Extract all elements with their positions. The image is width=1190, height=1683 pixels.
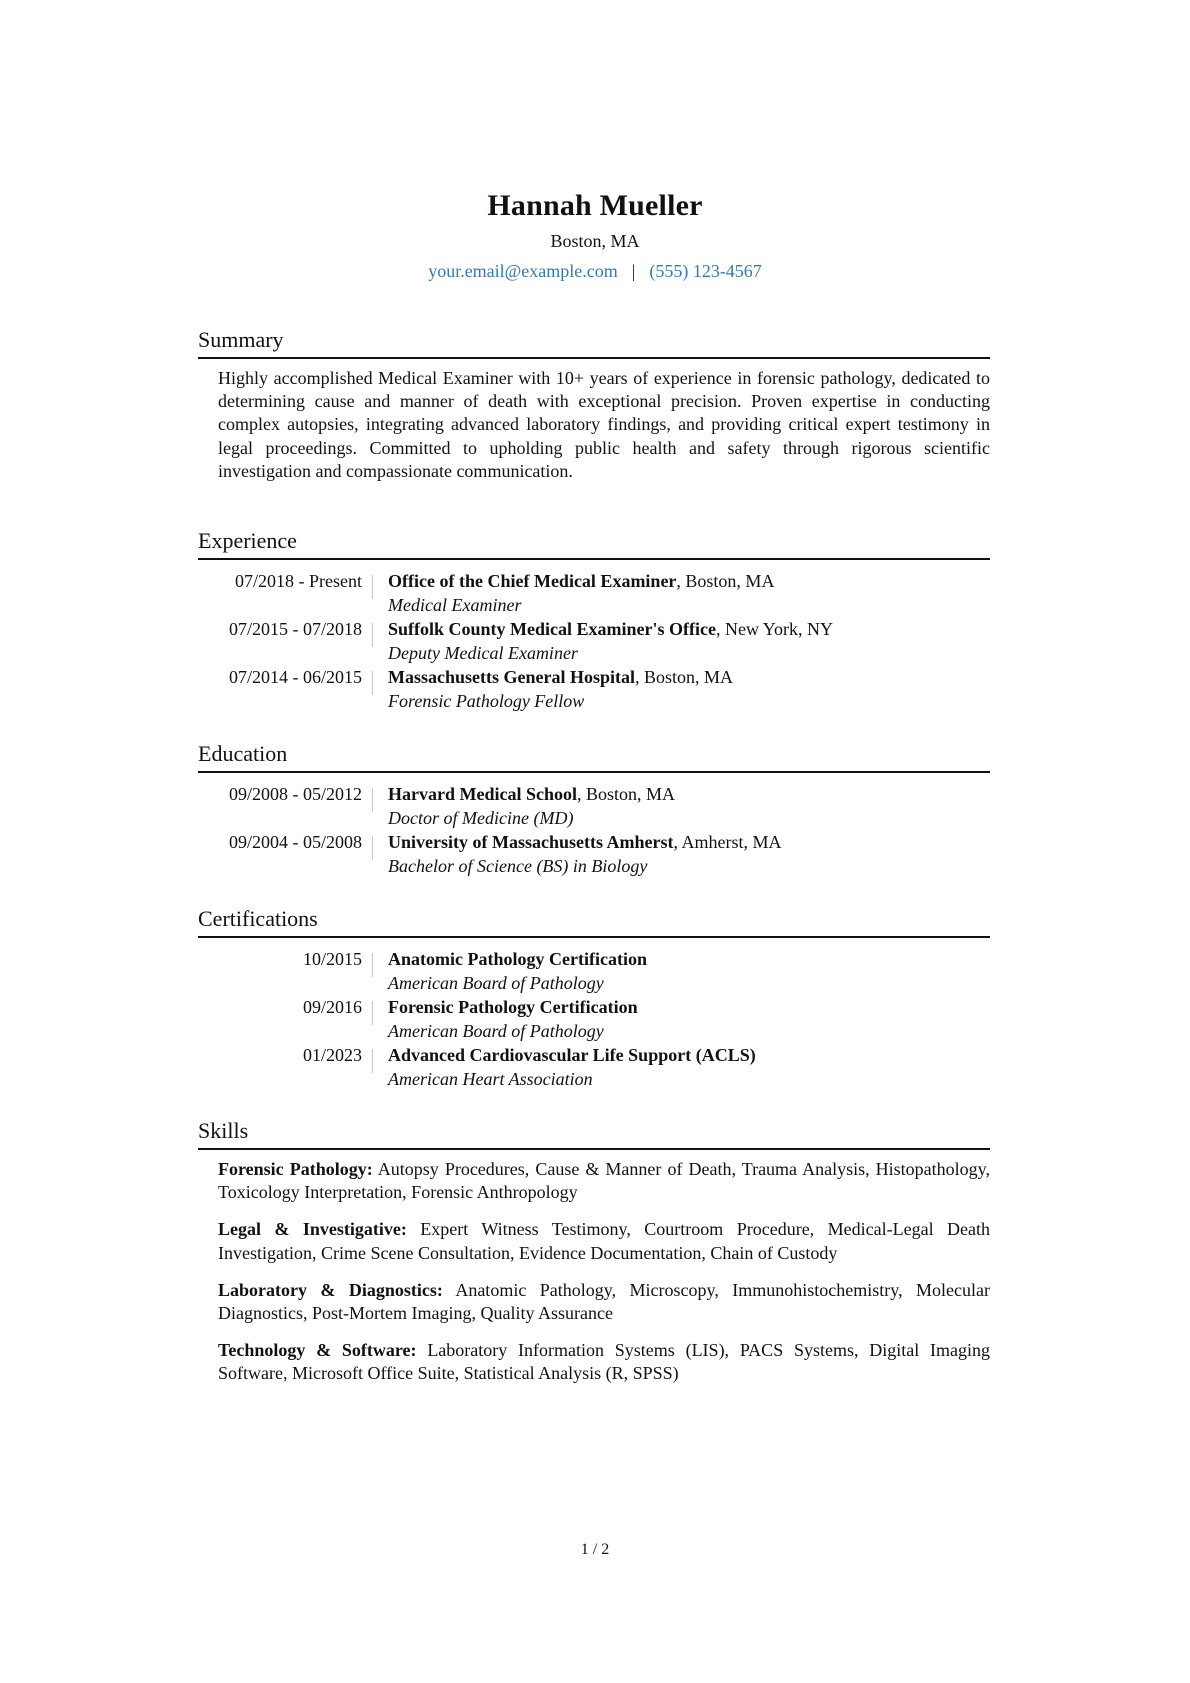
experience-entry xyxy=(198,666,990,713)
experience-entry xyxy=(198,618,990,665)
skill-group xyxy=(218,1339,990,1385)
entry-dates: 09/2004 - 05/2008 xyxy=(229,832,362,852)
entry-organization: Office of the Chief Medical Examiner xyxy=(388,571,677,591)
entry-degree: Bachelor of Science (BS) in Biology xyxy=(388,855,648,876)
resume-header xyxy=(0,188,1190,282)
summary-section xyxy=(198,326,990,483)
entry-date: 01/2023 xyxy=(302,1045,362,1065)
entry-divider xyxy=(372,836,373,860)
entry-location: , Boston, MA xyxy=(576,784,675,804)
experience-section xyxy=(198,527,990,714)
entry-location: , Boston, MA xyxy=(676,571,775,591)
skill-group xyxy=(218,1218,990,1264)
skill-category: Laboratory & Diagnostics: xyxy=(218,1279,443,1300)
entry-role: Deputy Medical Examiner xyxy=(388,642,578,663)
entry-organization: Suffolk County Medical Examiner's Office xyxy=(388,619,716,639)
entry-institution: Harvard Medical School xyxy=(388,784,577,804)
experience-entry xyxy=(198,570,990,617)
skill-category: Technology & Software: xyxy=(218,1340,417,1361)
section-heading-summary: Summary xyxy=(198,326,990,359)
contact-separator: | xyxy=(631,261,636,281)
entry-degree: Doctor of Medicine (MD) xyxy=(388,807,574,828)
education-section xyxy=(198,740,990,879)
section-heading-education: Education xyxy=(198,740,990,773)
section-heading-certifications: Certifications xyxy=(198,905,990,938)
certification-name: Advanced Cardiovascular Life Support (ACLS) xyxy=(388,1045,756,1065)
certifications-list xyxy=(198,948,990,1091)
entry-divider xyxy=(372,788,373,812)
certification-issuer: American Board of Pathology xyxy=(388,1020,604,1041)
candidate-location: Boston, MA xyxy=(550,231,640,251)
skill-list: Laboratory Information Systems (LIS), PACS Systems, Digital Imaging Software, Microsoft Office Suite, Statistical Analysis (R, SPSS) xyxy=(218,1340,990,1384)
email-link[interactable]: your.email@example.com xyxy=(428,261,618,281)
contact-line xyxy=(0,260,1190,282)
entry-divider xyxy=(372,623,373,647)
skill-group xyxy=(218,1279,990,1325)
entry-institution: University of Massachusetts Amherst xyxy=(388,832,674,852)
experience-list xyxy=(198,570,990,713)
entry-divider xyxy=(372,671,373,695)
entry-dates: 07/2014 - 06/2015 xyxy=(229,667,362,687)
entry-dates: 07/2018 - Present xyxy=(235,571,362,591)
entry-role: Medical Examiner xyxy=(388,594,522,615)
skills-section xyxy=(198,1117,990,1386)
entry-date: 10/2015 xyxy=(302,949,362,969)
skill-category: Forensic Pathology: xyxy=(218,1159,373,1179)
certification-entry xyxy=(198,1044,990,1091)
summary-text: Highly accomplished Medical Examiner with 10+ years of experience in forensic pathology, dedicated to determining cause and manner of death with exceptional precision. Proven expertise in conducting complex autopsies, integrating advanced laboratory findings, and providing critical expert testimony in legal proceedings. Committed to upholding public health and safety through rigorous scientific investigation and compassionate communication. xyxy=(218,368,990,481)
candidate-name: Hannah Mueller xyxy=(487,189,703,222)
page-number: 1 / 2 xyxy=(580,1541,610,1558)
entry-organization: Massachusetts General Hospital xyxy=(388,667,635,687)
education-list xyxy=(198,783,990,878)
entry-date: 09/2016 xyxy=(302,997,362,1017)
education-entry xyxy=(198,831,990,878)
entry-dates: 07/2015 - 07/2018 xyxy=(229,619,362,639)
certification-name: Forensic Pathology Certification xyxy=(388,997,638,1017)
certification-issuer: American Board of Pathology xyxy=(388,972,604,993)
entry-dates: 09/2008 - 05/2012 xyxy=(229,784,362,804)
skill-list: Expert Witness Testimony, Courtroom Procedure, Medical-Legal Death Investigation, Crime Scene Consultation, Evidence Documentation, Chain of Custody xyxy=(218,1219,990,1263)
entry-role: Forensic Pathology Fellow xyxy=(388,690,585,711)
skill-category: Legal & Investigative: xyxy=(218,1219,407,1240)
skill-group xyxy=(218,1158,990,1204)
certification-entry xyxy=(198,996,990,1043)
phone-link[interactable]: (555) 123-4567 xyxy=(649,261,762,281)
skill-list: Autopsy Procedures, Cause & Manner of Death, Trauma Analysis, Histopathology, Toxicology Interpretation, Forensic Anthropology xyxy=(218,1159,990,1203)
section-heading-experience: Experience xyxy=(198,527,990,560)
certification-entry xyxy=(198,948,990,995)
entry-divider xyxy=(372,1049,373,1073)
entry-location: , New York, NY xyxy=(715,619,833,639)
section-heading-skills: Skills xyxy=(198,1117,990,1150)
certifications-section xyxy=(198,905,990,1092)
certification-name: Anatomic Pathology Certification xyxy=(388,949,647,969)
education-entry xyxy=(198,783,990,830)
entry-divider xyxy=(372,1001,373,1025)
certification-issuer: American Heart Association xyxy=(388,1068,593,1089)
entry-location: , Amherst, MA xyxy=(673,832,782,852)
entry-divider xyxy=(372,575,373,599)
skill-list: Anatomic Pathology, Microscopy, Immunohistochemistry, Molecular Diagnostics, Post-Mortem Imaging, Quality Assurance xyxy=(218,1279,991,1324)
entry-divider xyxy=(372,953,373,977)
entry-location: , Boston, MA xyxy=(635,667,734,687)
